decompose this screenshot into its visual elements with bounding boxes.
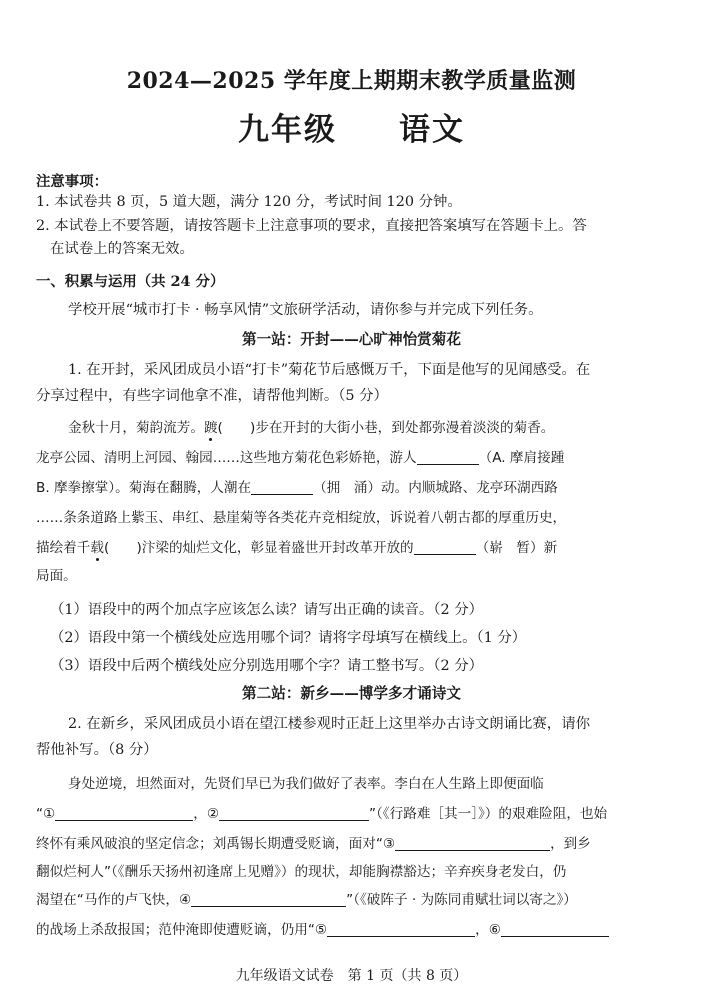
q1-passage-line-4: ……条条道路上紫玉、串红、悬崖菊等各类花卉竞相绽放，诉说着八朝古都的厚重历史， <box>36 510 567 526</box>
q2-passage-line-5: 渴望在“马作的卢飞快，④ ”（《破阵子 · 为陈同甫赋壮词以寄之》） <box>36 892 577 908</box>
q2-prompt-line-2: 帮他补写。（8 分） <box>36 742 158 758</box>
q1-passage-line-5: 描绘着千载( )汴梁的灿烂文化，彰显着盛世开封改革开放的 （崭 暂）新 <box>36 540 558 556</box>
q1-prompt-line-1: 1. 在开封，采风团成员小语“打卡”菊花节后感慨万千，下面是他写的见闻感受。在 <box>68 362 591 378</box>
station1-heading: 第一站：开封——心旷神怡赏菊花 <box>242 331 461 348</box>
q2-prompt-line-1: 2. 在新乡，采风团成员小语在望江楼参观时正赶上这里举办古诗文朗诵比赛，请你 <box>68 716 590 732</box>
poem-blank-1[interactable] <box>55 805 193 821</box>
answer-blank-2[interactable] <box>251 479 313 495</box>
grade-label: 九年级 <box>238 112 337 148</box>
q2-passage-line-3: 终怀有乘风破浪的坚定信念；刘禹锡长期遭受贬谪，面对“③ ，到乡 <box>36 836 591 852</box>
poem-blank-5[interactable] <box>327 921 475 937</box>
q1-passage-line-1: 金秋十月，菊韵流芳。踱( )步在开封的大街小巷，到处都弥漫着淡淡的菊香。 <box>68 420 555 436</box>
q1-sub-1: （1）语段中的两个加点字应该怎么读？请写出正确的读音。（2 分） <box>50 602 484 618</box>
q1-passage-line-6: 局面。 <box>36 568 77 584</box>
section1-intro: 学校开展“城市打卡 · 畅享风情”文旅研学活动，请你参与并完成下列任务。 <box>68 302 543 318</box>
answer-blank-3[interactable] <box>414 539 476 555</box>
q2-passage-line-2: “① ，② ”（《行路难［其一］》）的艰难险阻，也始 <box>36 806 608 822</box>
poem-blank-4[interactable] <box>191 891 346 907</box>
poem-blank-6[interactable] <box>501 921 609 937</box>
subject-label: 语文 <box>399 112 465 148</box>
q2-passage-line-1: 身处逆境，坦然面对，先贤们早已为我们做好了表率。李白在人生路上即便面临 <box>68 776 544 792</box>
station2-heading: 第二站：新乡——博学多才诵诗文 <box>242 685 461 702</box>
q2-passage-line-6: 的战场上杀敌报国；范仲淹即使遭贬谪，仍用“⑤ ，⑥ <box>36 920 609 940</box>
q1-passage-line-2: 龙亭公园、清明上河园、翰园……这些地方菊花色彩娇艳，游人 （A. 摩肩接踵 <box>36 450 565 466</box>
q1-passage-line-3: B. 摩拳擦掌）。菊海在翻腾，人潮在 （拥 涌）动。内顺城路、龙亭环湖西路 <box>36 480 558 496</box>
poem-blank-2[interactable] <box>219 805 369 821</box>
answer-blank-1[interactable] <box>417 449 479 465</box>
q1-prompt-line-2: 分享过程中，有些字词他拿不准，请帮他判断。（5 分） <box>36 388 388 404</box>
section1-heading: 一、积累与运用（共 24 分） <box>36 273 225 290</box>
dotted-char-1: 踱 <box>203 420 218 436</box>
dotted-char-2: 载 <box>90 540 104 556</box>
q1-sub-3: （3）语段中后两个横线处应分别选用哪个字？请工整书写。（2 分） <box>50 658 484 674</box>
exam-subtitle <box>0 104 703 149</box>
q2-passage-line-4: 翻似烂柯人”（《酬乐天扬州初逢席上见赠》）的现状，却能胸襟豁达；辛弃疾身老发白，仍 <box>36 864 567 880</box>
notice-item-1: 1. 本试卷共 8 页，5 道大题，满分 120 分，考试时间 120 分钟。 <box>36 194 462 210</box>
notice-item-2-line-2: 在试卷上的答案无效。 <box>50 241 194 257</box>
q1-sub-2: （2）语段中第一个横线处应选用哪个词？请将字母填写在横线上。（1 分） <box>50 630 527 646</box>
page-footer: 九年级语文试卷 第 1 页（共 8 页） <box>235 968 468 984</box>
exam-title: 2024—2025 学年度上期期末教学质量监测 <box>126 68 577 94</box>
poem-blank-3[interactable] <box>395 835 550 851</box>
notice-item-2-line-1: 2. 本试卷上不要答题，请按答题卡上注意事项的要求，直接把答案填写在答题卡上。答 <box>36 218 587 234</box>
notice-heading: 注意事项： <box>36 173 108 190</box>
